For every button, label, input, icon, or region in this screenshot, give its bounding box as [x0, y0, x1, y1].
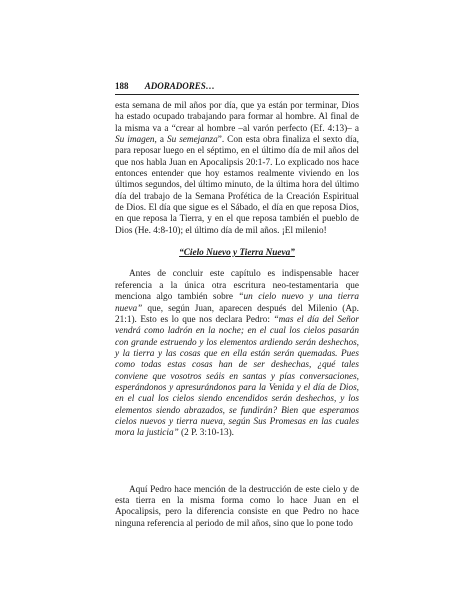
paragraph-2 — [115, 269, 359, 439]
body-text — [115, 101, 359, 530]
section-heading: “Cielo Nuevo y Tierra Nueva” — [179, 248, 295, 259]
text-run: Aquí Pedro hace mención de la destrucción de este cielo y de esta tierra en la misma forma como lo hace Juan en el Apocalipsis, pero la diferencia consiste en que Pedro no hace ninguna referencia al periodo de mil años, sino que lo pone todo — [115, 484, 359, 529]
paragraph-1 — [115, 101, 359, 237]
running-header — [115, 79, 358, 93]
text-run: “un cielo nuevo y una tierra nueva” — [115, 292, 359, 314]
text-run: ”. Con esta obra finaliza el sexto día, para reposar luego en el séptimo, en el último día de mil años del que nos habla Juan en Apocalipsis 20:1-7. Lo explicado nos hace entonces entender que hoy estamos realmente viviendo en los últimos segundos, del último minuto, de la última hora del último día del trabajo de la Semana Profética de la Creación Espiritual de Dios. El día que sigue es el Sábado, el día en que reposa Dios, en que reposa la Tierra, y en el que reposa también el pueblo de Dios (He. 4:8-10); el último día de mil años. ¡El milenio! — [115, 135, 359, 236]
text-run: “mas el día del Señor vendrá como ladrón en la noche; en el cual los cielos pasarán con grande estruendo y los elementos ardiendo serán deshechos, y la tierra y las cosas que en ella están serán quemadas. Pues como todas estas cosas han de ser deshechas, ¿qué tales conviene que vosotros seáis en santas y pías conversaciones, esperándonos y apresurándonos para la Venida y el día de Dios, en el cual los cielos siendo encendidos serán deshechos, y los elementos siendo abrazados, se fundirán? Bien que esperamos cielos nuevos y tierra nueva, según Sus Promesas en las cuales mora la justicia” — [115, 314, 359, 439]
text-run: que, según Juan, aparecen después del Milenio (Ap. 21:1). Esto es lo que nos declara Pedro: — [115, 303, 359, 325]
text-run: (2 P. 3:10-13). — [178, 428, 234, 439]
paragraph-3 — [115, 485, 359, 530]
running-title: ADORADORES… — [144, 81, 215, 91]
text-run: esta semana de mil años por día, que ya están por terminar, Dios ha estado ocupado trabajando para formar al hombre. Al final de la misma va a “crear al hombre –al varón perfecto (Ef. 4:13)– a — [115, 101, 359, 134]
paragraph-gap — [115, 440, 359, 485]
header-rule — [115, 94, 359, 95]
text-run: Su semejanza — [166, 135, 218, 146]
text-run: Antes de concluir este capítulo es indispensable hacer referencia a la única otra escritura neo-testamentaria que menciona algo también sobre — [115, 269, 359, 303]
text-run: , a — [154, 135, 167, 146]
text-run: Su imagen — [115, 135, 155, 146]
page-number: 188 — [115, 81, 129, 91]
